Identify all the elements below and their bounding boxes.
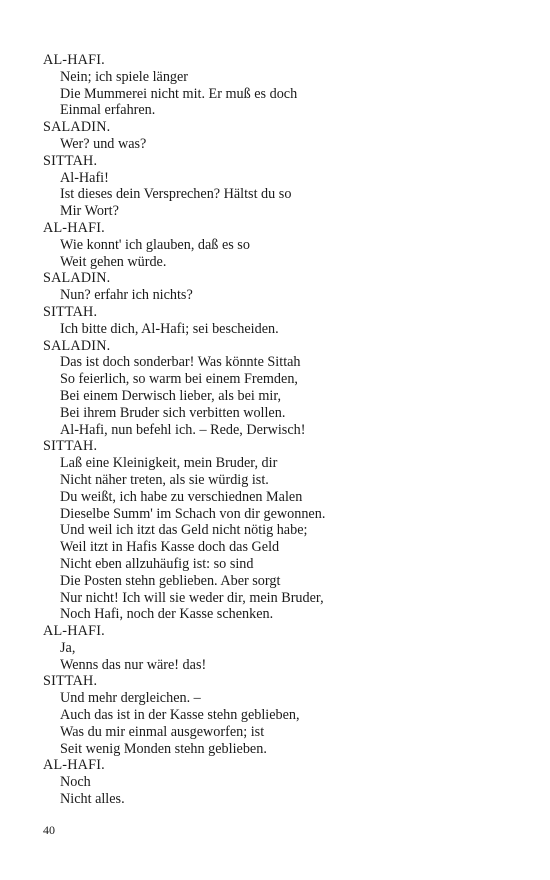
verse-line: Noch (60, 774, 91, 791)
verse-line: Nicht näher treten, als sie würdig ist. (60, 471, 269, 488)
verse-line: Nicht alles. (60, 791, 125, 808)
verse-line: Und weil ich itzt das Geld nicht nötig habe; (60, 522, 308, 539)
verse-line: Du weißt, ich habe zu verschiednen Malen (60, 488, 303, 505)
verse-line: Wer? und was? (60, 135, 147, 152)
speaker-name: AL-HAFI. (43, 757, 105, 774)
verse-line: Al-Hafi! (60, 169, 109, 186)
verse-line: Mir Wort? (60, 203, 119, 220)
speaker-name: AL-HAFI. (43, 219, 105, 236)
verse-line: Nicht eben allzuhäufig ist: so sind (60, 555, 254, 572)
speaker-name: SITTAH. (43, 673, 98, 690)
verse-line: Nein; ich spiele länger (60, 68, 189, 85)
verse-line: Nun? erfahr ich nichts? (60, 287, 193, 304)
verse-line: Das ist doch sonderbar! Was könnte Sittah (60, 354, 301, 371)
verse-line: Wenns das nur wäre! das! (60, 656, 207, 673)
speaker-name: SALADIN. (43, 270, 111, 287)
verse-line: Und mehr dergleichen. – (60, 690, 201, 707)
verse-line: Al-Hafi, nun befehl ich. – Rede, Derwisch! (60, 421, 306, 438)
verse-line: Laß eine Kleinigkeit, mein Bruder, dir (60, 455, 278, 472)
verse-line: Die Mummerei nicht mit. Er muß es doch (60, 85, 298, 102)
page-number: 40 (43, 823, 55, 837)
verse-line: Einmal erfahren. (60, 102, 156, 119)
speaker-name: SALADIN. (43, 119, 111, 136)
verse-line: Die Posten stehn geblieben. Aber sorgt (60, 572, 281, 589)
verse-line: Was du mir einmal ausgeworfen; ist (60, 723, 265, 740)
verse-line: Wie konnt' ich glauben, daß es so (60, 236, 250, 253)
speaker-name: SITTAH. (43, 438, 98, 455)
speaker-name: SALADIN. (43, 337, 111, 354)
verse-line: Dieselbe Summ' im Schach von dir gewonnen. (60, 505, 326, 522)
verse-line: Ja, (60, 639, 76, 656)
verse-line: Weil itzt in Hafis Kasse doch das Geld (60, 539, 280, 556)
speaker-name: SITTAH. (43, 152, 98, 169)
speaker-name: AL-HAFI. (43, 52, 105, 68)
verse-line: Auch das ist in der Kasse stehn geblieben, (60, 707, 300, 724)
verse-line: Ich bitte dich, Al-Hafi; sei bescheiden. (60, 320, 279, 337)
verse-line: Weit gehen würde. (60, 253, 167, 270)
verse-line: Nur nicht! Ich will sie weder dir, mein Bruder, (60, 589, 324, 606)
verse-line: Bei einem Derwisch lieber, als bei mir, (60, 387, 282, 404)
page-text (43, 52, 513, 808)
speaker-name: SITTAH. (43, 303, 98, 320)
speaker-name: AL-HAFI. (43, 623, 105, 640)
verse-line: So feierlich, so warm bei einem Fremden, (60, 371, 298, 388)
verse-line: Seit wenig Monden stehn geblieben. (60, 740, 267, 757)
verse-line: Ist dieses dein Versprechen? Hältst du so (60, 186, 292, 203)
verse-line: Bei ihrem Bruder sich verbitten wollen. (60, 404, 286, 421)
verse-line: Noch Hafi, noch der Kasse schenken. (60, 606, 274, 623)
